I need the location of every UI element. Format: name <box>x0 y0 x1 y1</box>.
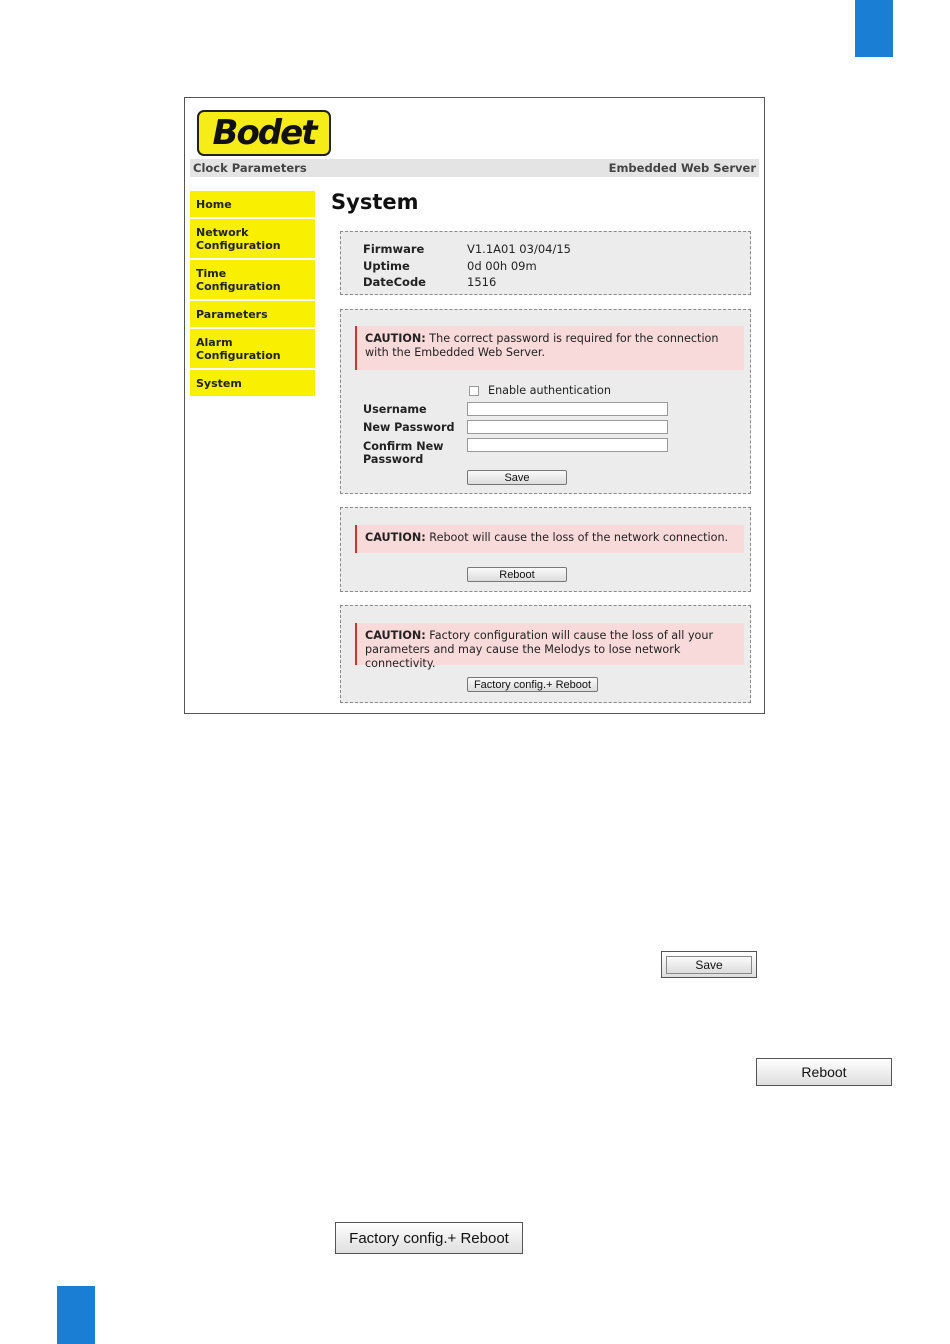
standalone-save-button[interactable] <box>661 951 757 978</box>
username-label: Username <box>363 403 427 416</box>
reboot-caution-box <box>355 525 744 553</box>
header-left-title: Clock Parameters <box>193 161 307 175</box>
sidebar-item-label: Network Configuration <box>196 225 281 252</box>
enable-authentication-label: Enable authentication <box>488 384 611 397</box>
reboot-button[interactable]: Reboot <box>467 567 567 582</box>
firmware-label: Firmware <box>363 242 425 256</box>
embedded-web-server-screenshot <box>184 97 765 714</box>
standalone-reboot-button[interactable]: Reboot <box>756 1058 892 1086</box>
save-button[interactable]: Save <box>467 470 567 485</box>
logo-text: Bodet <box>212 113 316 153</box>
page-tab-marker-top <box>855 0 893 57</box>
factory-caution-box <box>355 623 744 670</box>
sidebar-item-network-configuration[interactable] <box>190 219 315 258</box>
caution-prefix: CAUTION: <box>365 629 426 642</box>
factory-config-panel <box>340 605 751 703</box>
new-password-field[interactable] <box>467 420 668 434</box>
sidebar-item-parameters[interactable] <box>190 301 315 327</box>
sidebar-item-home[interactable] <box>190 191 315 217</box>
sidebar-item-time-configuration[interactable] <box>190 260 315 299</box>
header-right-title: Embedded Web Server <box>608 161 756 175</box>
bodet-logo <box>197 110 331 156</box>
new-password-label: New Password <box>363 421 455 434</box>
caution-prefix: CAUTION: <box>365 531 426 544</box>
confirm-password-label: Confirm New Password <box>363 440 444 466</box>
confirm-password-field[interactable] <box>467 438 668 452</box>
datecode-value: 1516 <box>467 275 497 289</box>
caution-prefix: CAUTION: <box>365 332 426 345</box>
system-info-panel <box>340 231 751 295</box>
firmware-value: V1.1A01 03/04/15 <box>467 242 571 256</box>
sidebar-nav <box>190 191 315 398</box>
uptime-value: 0d 00h 09m <box>467 259 537 273</box>
uptime-label: Uptime <box>363 259 410 273</box>
caution-text: Reboot will cause the loss of the network connection. <box>425 531 729 544</box>
reboot-panel <box>340 507 751 592</box>
username-field[interactable] <box>467 402 668 416</box>
sidebar-item-system[interactable] <box>190 370 315 396</box>
caution-text: Factory configuration will cause the loss of all your parameters and may cause the Melodys to lose network connectivity. <box>365 629 714 670</box>
sidebar-item-label: Parameters <box>196 307 268 321</box>
sidebar-item-label: Home <box>196 197 232 211</box>
sidebar-item-label: Time Configuration <box>196 266 281 293</box>
caution-text: The correct password is required for the connection with the Embedded Web Server. <box>365 332 719 359</box>
authentication-panel <box>340 309 751 494</box>
header-bar <box>190 159 759 177</box>
sidebar-item-alarm-configuration[interactable] <box>190 329 315 368</box>
datecode-label: DateCode <box>363 275 426 289</box>
page-tab-marker-bottom <box>57 1286 95 1344</box>
page-title: System <box>331 190 419 214</box>
sidebar-item-label: System <box>196 376 242 390</box>
standalone-factory-config-reboot-button[interactable]: Factory config.+ Reboot <box>335 1222 523 1254</box>
sidebar-item-label: Alarm Configuration <box>196 335 281 362</box>
enable-authentication-checkbox[interactable] <box>469 386 479 396</box>
standalone-save-button-face: Save <box>666 956 752 974</box>
enable-authentication-row <box>469 384 611 397</box>
password-caution-box <box>355 326 744 370</box>
factory-config-reboot-button[interactable]: Factory config.+ Reboot <box>467 677 598 692</box>
